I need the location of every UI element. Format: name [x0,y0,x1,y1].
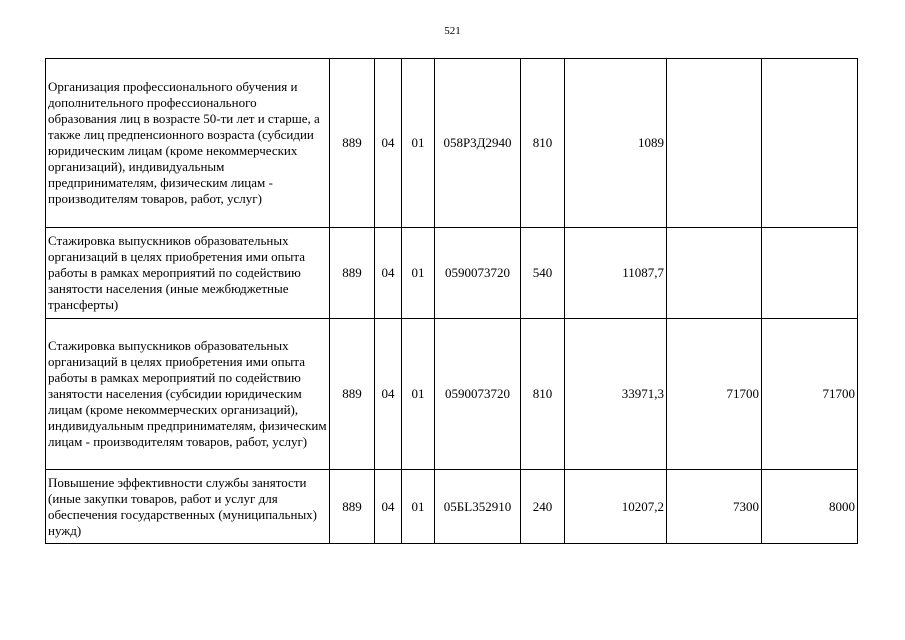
cell-vr: 810 [521,319,565,470]
cell-pr: 01 [402,59,435,228]
cell-vr: 810 [521,59,565,228]
cell-year2: 7300 [667,470,762,544]
cell-rz: 04 [375,319,402,470]
cell-name: Стажировка выпускников образовательных организаций в целях приобретения ими опыта работы в рамках мероприятий по содействию занятости населения (субсидии юридическим лицам (кроме некоммерческих организаций), индивидуальным предпринимателям, физическим лицам - производителям товаров, работ, услуг) [46,319,330,470]
page-number: 521 [444,25,461,37]
cell-grbs: 889 [330,228,375,319]
table-row [46,228,858,319]
cell-year1: 10207,2 [565,470,667,544]
cell-year2 [667,59,762,228]
table-row [46,59,858,228]
table-row [46,470,858,544]
cell-year1: 33971,3 [565,319,667,470]
cell-csr: 0590073720 [435,228,521,319]
cell-pr: 01 [402,470,435,544]
cell-rz: 04 [375,59,402,228]
cell-year2 [667,228,762,319]
budget-table [45,58,858,544]
cell-pr: 01 [402,228,435,319]
cell-year2: 71700 [667,319,762,470]
cell-name: Стажировка выпускников образовательных организаций в целях приобретения ими опыта работы в рамках мероприятий по содействию занятости населения (иные межбюджетные трансферты) [46,228,330,319]
cell-vr: 540 [521,228,565,319]
cell-year3: 71700 [762,319,858,470]
cell-rz: 04 [375,470,402,544]
cell-name: Повышение эффективности службы занятости (иные закупки товаров, работ и услуг для обеспечения государственных (муниципальных) нужд) [46,470,330,544]
cell-csr: 0590073720 [435,319,521,470]
cell-year3: 8000 [762,470,858,544]
cell-pr: 01 [402,319,435,470]
cell-grbs: 889 [330,319,375,470]
cell-year1: 1089 [565,59,667,228]
cell-name: Организация профессионального обучения и дополнительного профессионального образования лиц в возрасте 50-ти лет и старше, а также лиц предпенсионного возраста (субсидии юридическим лицам (кроме некоммерческих организаций), индивидуальным предпринимателям, физическим лицам - производителям товаров, работ, услуг) [46,59,330,228]
cell-grbs: 889 [330,470,375,544]
cell-csr: 058P3Д2940 [435,59,521,228]
cell-vr: 240 [521,470,565,544]
cell-year3 [762,59,858,228]
cell-year1: 11087,7 [565,228,667,319]
cell-csr: 05БL352910 [435,470,521,544]
cell-year3 [762,228,858,319]
cell-rz: 04 [375,228,402,319]
table-row [46,319,858,470]
cell-grbs: 889 [330,59,375,228]
